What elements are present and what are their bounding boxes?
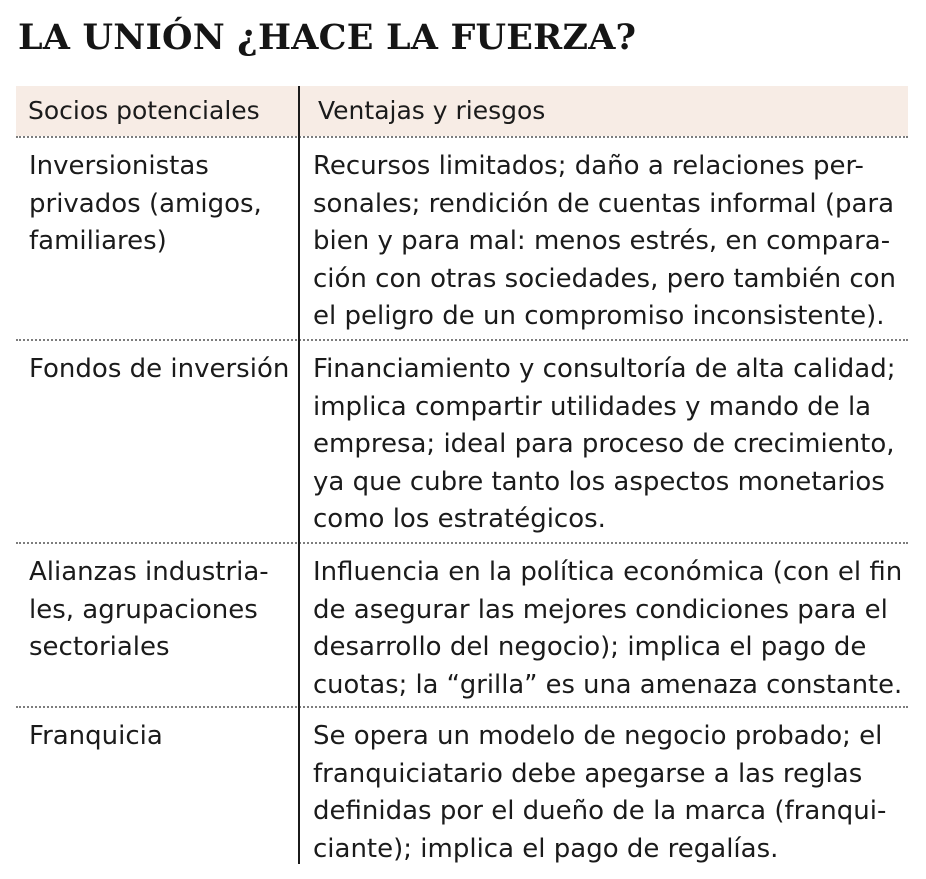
details-line: definidas por el dueño de la marca (franqui-: [313, 796, 887, 826]
partner-line: sectoriales: [29, 632, 170, 662]
details-cell: [313, 351, 903, 539]
details-line: cuotas; la “grilla” es una amenaza constante.: [313, 669, 903, 700]
partner-line: Inversionistas: [29, 151, 209, 181]
details-line: desarrollo del negocio); implica el pago de: [313, 632, 867, 662]
table-row: [16, 542, 908, 706]
details-line: como los estratégicos.: [313, 504, 606, 534]
partner-cell: [29, 554, 299, 667]
details-line: ciante); implica el pago de regalías.: [313, 833, 779, 864]
details-line: empresa; ideal para proceso de crecimiento,: [313, 429, 895, 459]
table-header: [16, 86, 908, 136]
partner-cell: [29, 718, 299, 756]
partner-line: les, agrupaciones: [29, 594, 258, 625]
details-line: ción con otras sociedades, pero también con: [313, 263, 897, 294]
table-row: [16, 136, 908, 339]
details-line: el peligro de un compromiso inconsistente).: [313, 301, 885, 331]
partner-line: privados (amigos,: [29, 188, 262, 219]
page-title: LA UNIÓN ¿HACE LA FUERZA?: [18, 17, 637, 58]
partner-line: Franquicia: [29, 721, 163, 751]
details-line: Influencia en la política económica (con el fin: [313, 557, 903, 587]
details-line: franquiciatario debe apegarse a las reglas: [313, 758, 863, 789]
details-line: sonales; rendición de cuentas informal (para: [313, 188, 895, 219]
details-line: Financiamiento y consultoría de alta calidad;: [313, 354, 896, 384]
table-row: [16, 339, 908, 542]
column-divider: [298, 86, 300, 864]
details-line: implica compartir utilidades y mando de la: [313, 391, 872, 422]
details-cell: [313, 554, 903, 704]
table-row: [16, 706, 908, 870]
details-line: ya que cubre tanto los aspectos monetarios: [313, 466, 885, 497]
partner-cell: [29, 351, 299, 389]
details-cell: [313, 718, 903, 868]
comparison-table: [16, 86, 908, 870]
partner-line: familiares): [29, 226, 167, 256]
details-line: bien y para mal: menos estrés, en compara-: [313, 226, 891, 256]
header-advantages-risks: Ventajas y riesgos: [318, 96, 546, 125]
details-cell: [313, 148, 903, 336]
details-line: Recursos limitados; daño a relaciones per-: [313, 151, 864, 181]
details-line: Se opera un modelo de negocio probado; el: [313, 721, 883, 751]
partner-cell: [29, 148, 299, 261]
partner-line: Fondos de inversión: [29, 354, 290, 384]
partner-line: Alianzas industria-: [29, 557, 269, 587]
header-partners: Socios potenciales: [28, 96, 260, 125]
details-line: de asegurar las mejores condiciones para el: [313, 594, 888, 625]
